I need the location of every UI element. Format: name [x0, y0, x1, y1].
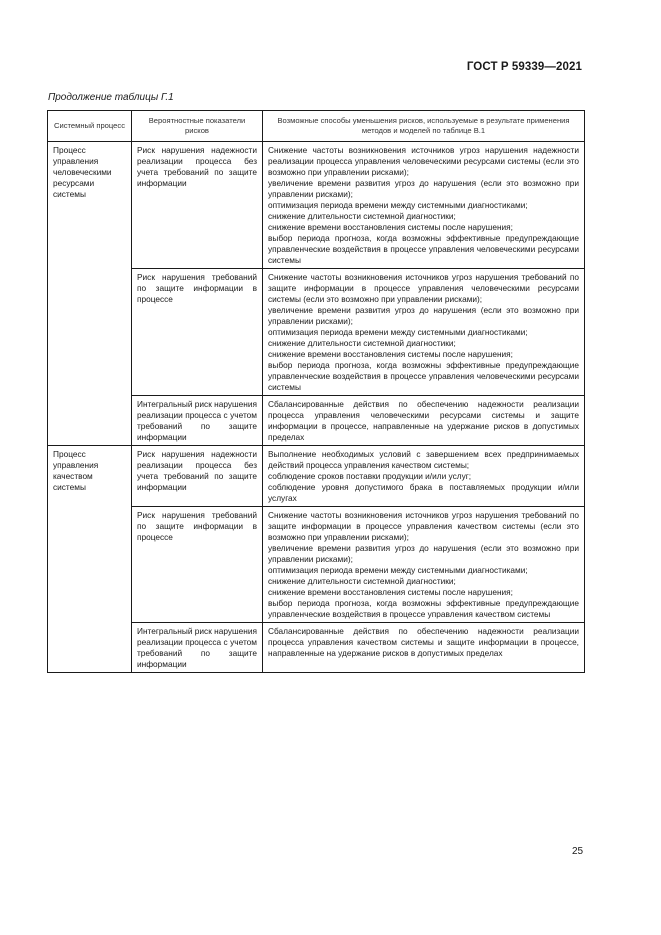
process-cell: Процесс управления качеством системы [48, 446, 132, 673]
indicator-cell: Риск нарушения надежности реализации процесса без учета требований по защите информации [132, 446, 263, 507]
indicator-cell: Риск нарушения надежности реализации процесса без учета требований по защите информации [132, 142, 263, 269]
methods-cell [263, 396, 585, 446]
method-item: снижение длительности системной диагностики; [268, 576, 456, 586]
risk-table [47, 110, 585, 673]
method-item: оптимизация периода времени между системными диагностиками; [268, 565, 528, 575]
method-item: увеличение времени развития угроз до нарушения (если это возможно при управлении рисками); [268, 543, 579, 564]
methods-cell [263, 269, 585, 396]
column-header-process: Системный процесс [48, 111, 132, 142]
indicator-cell: Интегральный риск нарушения реализации процесса с учетом требований по защите информации [132, 623, 263, 673]
method-item: выбор периода прогноза, когда возможны эффективные предупреждающие управленческие воздействия в процессе управления качеством системы [268, 598, 579, 619]
method-item: Снижение частоты возникновения источников угроз нарушения надежности реализации процесса управления человеческими ресурсами системы (если это возможно при управлении рисками); [268, 145, 579, 177]
method-item: увеличение времени развития угроз до нарушения (если это возможно при управлении рисками); [268, 305, 579, 326]
table-row [48, 142, 585, 269]
indicator-cell: Риск нарушения требований по защите информации в процессе [132, 269, 263, 396]
column-header-indicators: Вероятностные показатели рисков [132, 111, 263, 142]
indicator-cell: Интегральный риск нарушения реализации процесса с учетом требований по защите информации [132, 396, 263, 446]
process-cell: Процесс управления человеческими ресурсами системы [48, 142, 132, 446]
method-item: выбор периода прогноза, когда возможны эффективные предупреждающие управленческие воздействия в процессе управления человеческими ресурсами системы [268, 360, 579, 392]
column-header-methods: Возможные способы уменьшения рисков, используемые в результате применения методов и моделей по таблице В.1 [263, 111, 585, 142]
method-item: выбор периода прогноза, когда возможны эффективные предупреждающие управленческие воздействия в процессе управления человеческими ресурсами системы [268, 233, 579, 265]
methods-cell [263, 142, 585, 269]
method-item: соблюдение сроков поставки продукции и/или услуг; [268, 471, 472, 481]
method-item: снижение времени восстановления системы после нарушения; [268, 222, 513, 232]
methods-cell [263, 507, 585, 623]
method-item: Сбалансированные действия по обеспечению надежности реализации процесса управления качеством системы и защите информации в процессе, направленные на удержание рисков в допустимых пределах [268, 626, 579, 658]
table-row [48, 446, 585, 507]
method-item: оптимизация периода времени между системными диагностиками; [268, 327, 528, 337]
method-item: Снижение частоты возникновения источников угроз нарушения требований по защите информации в процессе управления человеческими ресурсами системы (если это возможно при управлении рисками); [268, 272, 579, 304]
method-item: снижение времени восстановления системы после нарушения; [268, 587, 513, 597]
table-continuation-caption: Продолжение таблицы Г.1 [48, 92, 174, 103]
methods-cell [263, 623, 585, 673]
method-item: соблюдение уровня допустимого брака в поставляемых продукции и/или услугах [268, 482, 579, 503]
method-item: оптимизация периода времени между системными диагностиками; [268, 200, 528, 210]
methods-cell [263, 446, 585, 507]
method-item: Сбалансированные действия по обеспечению надежности реализации процесса управления человеческими ресурсами системы и защите информации в процессе, направленные на удержание рисков в допустимых пределах [268, 399, 579, 442]
table-header-row [48, 111, 585, 142]
page-number: 25 [572, 846, 584, 857]
method-item: снижение длительности системной диагностики; [268, 211, 456, 221]
method-item: увеличение времени развития угроз до нарушения (если это возможно при управлении рисками); [268, 178, 579, 199]
method-item: Выполнение необходимых условий с завершением всех предпринимаемых действий процесса управления качеством системы; [268, 449, 579, 470]
method-item: снижение времени восстановления системы после нарушения; [268, 349, 513, 359]
document-code: ГОСТ Р 59339—2021 [466, 61, 582, 73]
method-item: снижение длительности системной диагностики; [268, 338, 456, 348]
method-item: Снижение частоты возникновения источников угроз нарушения требований по защите информации в процессе управления качеством системы (если это возможно при управлении рисками); [268, 510, 579, 542]
indicator-cell: Риск нарушения требований по защите информации в процессе [132, 507, 263, 623]
